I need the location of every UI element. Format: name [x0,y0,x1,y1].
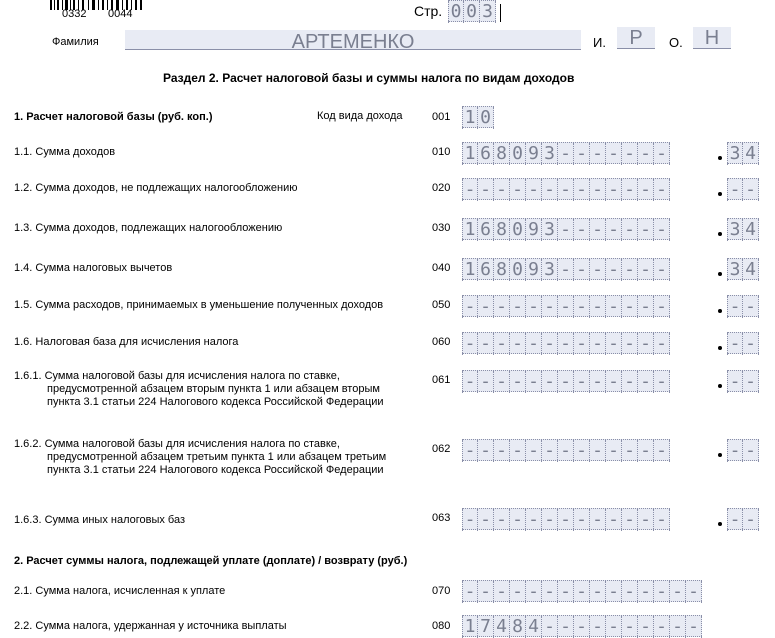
amount-digit: - [622,581,638,603]
amount-digit: - [462,296,478,318]
amount-digit: - [590,219,606,241]
amount-digit: - [638,143,654,165]
amount-digit: - [622,440,638,462]
amount-digit: - [574,440,590,462]
amount-digit: - [606,296,622,318]
amount-rubles-field[interactable] [462,370,670,392]
amount-digit: - [494,296,510,318]
page-digit: 0 [464,1,480,23]
line-code: 040 [432,262,451,274]
amount-digit: - [574,333,590,355]
amount-digit: 1 [462,143,478,165]
kopeck-digit: 3 [727,143,743,165]
kopeck-digit: 3 [727,259,743,281]
amount-digit: 3 [542,219,558,241]
amount-digit: - [590,259,606,281]
amount-rubles-field[interactable] [462,295,670,317]
income-code-label: Код вида дохода [317,110,403,122]
decimal-point [718,272,722,276]
amount-digit: - [574,616,590,638]
amount-kopecks-field[interactable] [727,258,759,280]
amount-digit: - [590,509,606,531]
amount-digit: - [638,371,654,393]
amount-digit: - [606,143,622,165]
section-title: Раздел 2. Расчет налоговой базы и суммы налога по видам доходов [163,71,575,85]
amount-digit: 8 [494,219,510,241]
initial-i-field[interactable]: Р [617,27,655,49]
amount-kopecks-field[interactable] [727,370,759,392]
amount-digit: 0 [510,259,526,281]
amount-digit: - [654,440,670,462]
row-label: 1.1. Сумма доходов [14,146,116,158]
initial-i-label: И. [593,35,606,50]
amount-digit: - [558,509,574,531]
amount-digit: - [558,333,574,355]
row-label: 1.6.2. Сумма налоговой базы для исчисления налога по ставке, предусмотренной абзацем третьим пункта 1 или абзацем третьим пункта 3.1 статьи 224 Налогового кодекса Российской Федерации [14,438,387,476]
amount-rubles-field[interactable] [462,178,670,200]
decimal-point [718,192,722,196]
amount-digit: - [654,219,670,241]
amount-digit: - [542,333,558,355]
amount-digit: - [574,509,590,531]
amount-rubles-field[interactable] [462,439,670,461]
amount-digit: - [510,581,526,603]
amount-digit: 9 [526,143,542,165]
amount-digit: - [542,440,558,462]
amount-digit: - [638,440,654,462]
amount-digit: - [574,179,590,201]
amount-digit: - [558,219,574,241]
amount-digit: - [638,219,654,241]
row-label: 1.5. Сумма расходов, принимаемых в уменьшение полученных доходов [14,299,384,311]
amount-digit: - [654,333,670,355]
row-label: 1.4. Сумма налоговых вычетов [14,262,173,274]
tax-amount-field[interactable] [462,580,702,602]
amount-digit: 1 [462,219,478,241]
kopeck-digit: 3 [727,219,743,241]
kopeck-digit: - [727,296,743,318]
amount-digit: - [462,179,478,201]
amount-digit: - [526,509,542,531]
amount-digit: 8 [494,259,510,281]
amount-digit: - [542,296,558,318]
amount-digit: - [590,581,606,603]
kopeck-digit: 4 [743,219,759,241]
line-code: 070 [432,585,451,597]
kopeck-digit: - [743,371,759,393]
line-code: 080 [432,620,451,632]
amount-digit: - [670,616,686,638]
line-code: 061 [432,374,451,386]
amount-digit: - [638,259,654,281]
amount-digit: - [590,371,606,393]
amount-digit: - [590,616,606,638]
amount-digit: - [510,509,526,531]
amount-digit: 9 [526,259,542,281]
amount-digit: - [510,371,526,393]
amount-digit: - [494,333,510,355]
row-label: 1.6. Налоговая база для исчисления налога [14,336,239,348]
row-label: 1.6.3. Сумма иных налоговых баз [14,514,186,526]
part2-title: 2. Расчет суммы налога, подлежащей уплате (доплате) / возврату (руб.) [14,555,408,567]
decimal-point [718,453,722,457]
amount-digit: - [574,143,590,165]
amount-digit: - [590,440,606,462]
amount-digit: - [654,296,670,318]
amount-digit: - [462,371,478,393]
amount-digit: - [542,509,558,531]
amount-digit: - [670,581,686,603]
amount-digit: - [654,509,670,531]
line-code: 060 [432,336,451,348]
amount-digit: - [558,143,574,165]
amount-digit: - [606,616,622,638]
line-code: 050 [432,299,451,311]
initial-o-field[interactable]: Н [693,27,731,49]
amount-kopecks-field[interactable] [727,142,759,164]
decimal-point [718,156,722,160]
line-code: 063 [432,512,451,524]
row-label: 2.1. Сумма налога, исчисленная к уплате [14,585,226,597]
amount-digit: 6 [478,143,494,165]
amount-digit: - [606,440,622,462]
amount-digit: - [510,440,526,462]
amount-kopecks-field[interactable] [727,218,759,240]
amount-digit: - [558,296,574,318]
line-code: 010 [432,146,451,158]
line-code: 030 [432,222,451,234]
amount-digit: - [526,179,542,201]
amount-digit: 6 [478,219,494,241]
amount-digit: - [654,143,670,165]
amount-digit: - [686,581,702,603]
amount-digit: 9 [526,219,542,241]
decimal-point [718,522,722,526]
amount-digit: 3 [542,143,558,165]
amount-kopecks-field[interactable] [727,439,759,461]
amount-digit: 4 [494,616,510,638]
amount-digit: - [638,333,654,355]
amount-digit: - [494,581,510,603]
amount-kopecks-field[interactable] [727,178,759,200]
amount-digit: - [526,581,542,603]
amount-digit: - [574,259,590,281]
amount-digit: - [478,296,494,318]
row-label: 1.3. Сумма доходов, подлежащих налогообложению [14,222,283,234]
amount-digit: - [462,509,478,531]
amount-digit: - [606,371,622,393]
amount-digit: - [462,581,478,603]
amount-digit: 8 [510,616,526,638]
decimal-point [718,232,722,236]
amount-digit: 1 [462,259,478,281]
amount-digit: - [478,440,494,462]
amount-digit: - [638,509,654,531]
amount-digit: - [590,296,606,318]
amount-digit: - [638,616,654,638]
amount-digit: - [558,616,574,638]
amount-rubles-field[interactable] [462,142,670,164]
kopeck-digit: - [727,179,743,201]
amount-digit: - [494,179,510,201]
amount-digit: - [590,143,606,165]
amount-digit: 3 [542,259,558,281]
amount-kopecks-field[interactable] [727,508,759,530]
amount-digit: - [526,333,542,355]
amount-digit: - [558,179,574,201]
amount-digit: - [654,259,670,281]
amount-digit: - [606,509,622,531]
amount-digit: 0 [510,219,526,241]
amount-digit: - [638,296,654,318]
amount-digit: - [606,219,622,241]
decimal-point [718,346,722,350]
amount-digit: - [622,333,638,355]
amount-digit: - [494,509,510,531]
kopeck-digit: - [743,296,759,318]
amount-digit: 4 [526,616,542,638]
amount-digit: - [526,296,542,318]
kopeck-digit: - [743,179,759,201]
amount-kopecks-field[interactable] [727,295,759,317]
amount-digit: - [606,333,622,355]
amount-digit: - [494,440,510,462]
amount-digit: - [574,296,590,318]
amount-digit: - [542,179,558,201]
barcode-number-left: 0332 [62,8,87,20]
amount-digit: - [654,371,670,393]
part1-title: 1. Расчет налоговой базы (руб. коп.) [14,111,213,123]
amount-digit: - [558,581,574,603]
amount-digit: - [542,616,558,638]
row-label: 1.2. Сумма доходов, не подлежащих налогообложению [14,182,298,194]
amount-digit: - [478,581,494,603]
row-label: 2.2. Сумма налога, удержанная у источника выплаты [14,620,287,632]
surname-field[interactable]: АРТЕМЕНКО [125,30,581,50]
amount-digit: - [654,616,670,638]
amount-digit: - [622,179,638,201]
amount-digit: - [462,333,478,355]
barcode-number-right: 0044 [108,8,133,20]
amount-digit: 1 [462,616,478,638]
amount-digit: - [574,219,590,241]
amount-digit: - [462,440,478,462]
decimal-point [718,384,722,388]
amount-digit: - [622,259,638,281]
line-code: 020 [432,182,451,194]
amount-digit: - [478,179,494,201]
amount-digit: - [686,616,702,638]
amount-digit: - [478,509,494,531]
text-cursor [500,4,501,22]
amount-digit: - [478,333,494,355]
amount-digit: - [574,581,590,603]
tax-amount-field[interactable] [462,615,702,637]
page-number-field[interactable] [448,0,496,22]
amount-rubles-field[interactable] [462,218,670,240]
amount-digit: - [526,440,542,462]
amount-digit: - [622,296,638,318]
row-label: 1.6.1. Сумма налоговой базы для исчисления налога по ставке, предусмотренной абзацем вторым пункта 1 или абзацем вторым пункта 3.1 статьи 224 Налогового кодекса Российской Федерации [14,370,384,408]
kopeck-digit: - [727,371,743,393]
amount-digit: - [622,143,638,165]
line-code: 062 [432,443,451,455]
amount-digit: - [606,179,622,201]
kopeck-digit: - [743,440,759,462]
amount-digit: - [622,616,638,638]
amount-digit: - [558,440,574,462]
initial-o-label: О. [669,35,683,50]
amount-digit: - [622,509,638,531]
amount-digit: - [622,219,638,241]
amount-digit: - [590,179,606,201]
amount-digit: - [510,296,526,318]
amount-digit: - [638,581,654,603]
amount-digit: - [510,333,526,355]
amount-digit: - [494,371,510,393]
amount-digit: - [542,371,558,393]
surname-label: Фамилия [52,36,99,48]
amount-digit: 7 [478,616,494,638]
amount-digit: - [574,371,590,393]
amount-digit: - [638,179,654,201]
amount-kopecks-field[interactable] [727,332,759,354]
kopeck-digit: - [727,333,743,355]
amount-digit: - [654,179,670,201]
amount-digit: - [606,581,622,603]
amount-digit: 0 [510,143,526,165]
kopeck-digit: - [727,440,743,462]
income-code-digit: 1 [462,107,478,129]
amount-digit: - [558,371,574,393]
page-label: Стр. [414,3,443,19]
amount-digit: - [622,371,638,393]
income-code-field[interactable] [462,106,494,128]
kopeck-digit: 4 [743,143,759,165]
kopeck-digit: 4 [743,259,759,281]
line-code-001: 001 [432,111,451,123]
income-code-digit: 0 [478,107,494,129]
amount-digit: 6 [478,259,494,281]
kopeck-digit: - [727,509,743,531]
kopeck-digit: - [743,333,759,355]
amount-digit: - [478,371,494,393]
kopeck-digit: - [743,509,759,531]
amount-rubles-field[interactable] [462,258,670,280]
page-digit: 0 [448,1,464,23]
amount-digit: - [654,581,670,603]
amount-rubles-field[interactable] [462,508,670,530]
amount-rubles-field[interactable] [462,332,670,354]
amount-digit: - [526,371,542,393]
amount-digit: - [542,581,558,603]
page-digit: 3 [480,1,496,23]
amount-digit: - [558,259,574,281]
amount-digit: - [590,333,606,355]
amount-digit: - [510,179,526,201]
amount-digit: - [606,259,622,281]
decimal-point [718,309,722,313]
amount-digit: 8 [494,143,510,165]
